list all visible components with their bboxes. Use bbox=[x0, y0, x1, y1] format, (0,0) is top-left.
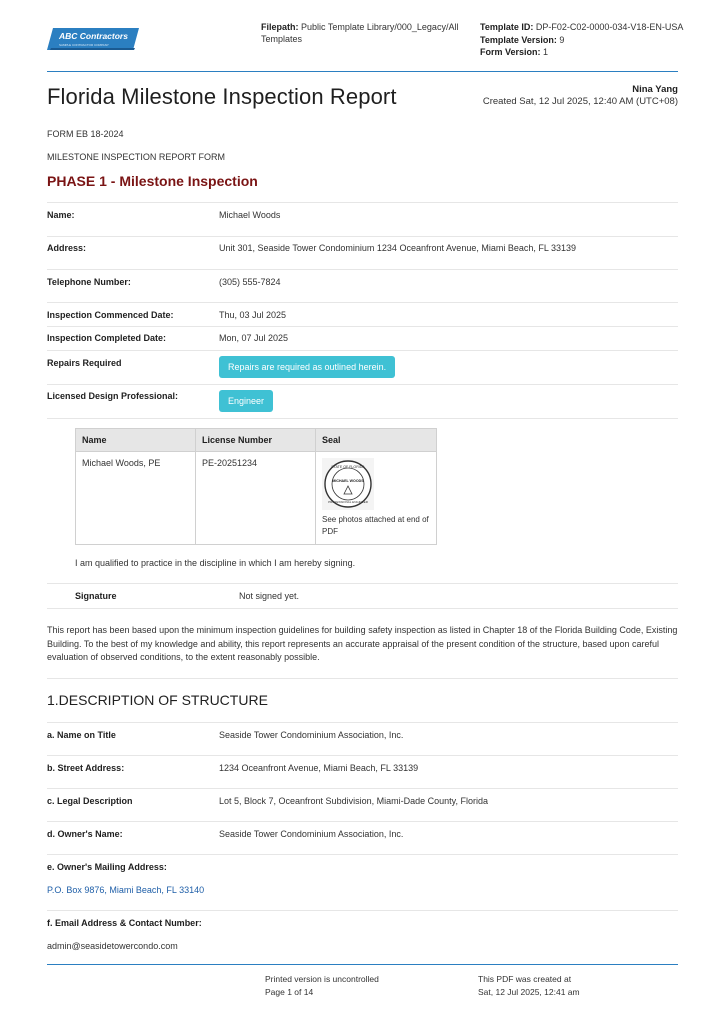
completed-label: Inspection Completed Date: bbox=[47, 333, 167, 343]
engineer-seal-image[interactable] bbox=[322, 458, 374, 510]
logo-text: ABC Contractors bbox=[59, 31, 128, 41]
mailing-address-link[interactable]: P.O. Box 9876, Miami Beach, FL 33140 bbox=[47, 885, 205, 895]
email-label: f. Email Address & Contact Number: bbox=[47, 918, 202, 928]
seal-cell bbox=[316, 452, 437, 545]
license-holder-name: Michael Woods, PE bbox=[76, 452, 196, 545]
email-value: admin@seasidetowercondo.com bbox=[47, 941, 178, 951]
table-header-seal: Seal bbox=[316, 429, 437, 452]
owner-label: d. Owner's Name: bbox=[47, 829, 123, 839]
logo-subtext: SAMPLE CONTRACTOR COMPANY bbox=[59, 43, 109, 47]
seal-text-name: MICHAEL WOODS bbox=[332, 479, 364, 483]
divider bbox=[47, 384, 678, 385]
filepath-label: Filepath: bbox=[261, 22, 299, 32]
title-name-label: a. Name on Title bbox=[47, 730, 116, 740]
phone-value: (305) 555-7824 bbox=[219, 277, 281, 287]
template-version-value: 9 bbox=[559, 34, 565, 45]
company-logo bbox=[47, 26, 139, 52]
commenced-label: Inspection Commenced Date: bbox=[47, 310, 174, 320]
footer-created-value: Sat, 12 Jul 2025, 12:41 am bbox=[478, 986, 580, 997]
section-title: 1.DESCRIPTION OF STRUCTURE bbox=[47, 692, 268, 708]
street-value: 1234 Oceanfront Avenue, Miami Beach, FL 33139 bbox=[219, 763, 419, 773]
address-value: Unit 301, Seaside Tower Condominium 1234 Oceanfront Avenue, Miami Beach, FL 33139 bbox=[219, 243, 577, 253]
ldp-badge: Engineer bbox=[219, 390, 273, 412]
street-label: b. Street Address: bbox=[47, 763, 125, 773]
footer-divider bbox=[47, 964, 678, 965]
divider bbox=[47, 418, 678, 419]
table-header-license: License Number bbox=[196, 429, 316, 452]
name-value: Michael Woods bbox=[219, 210, 281, 220]
repairs-label: Repairs Required bbox=[47, 358, 122, 368]
qualification-statement: I am qualified to practice in the discipline in which I am hereby signing. bbox=[75, 558, 356, 568]
form-name: MILESTONE INSPECTION REPORT FORM bbox=[47, 152, 226, 162]
divider bbox=[47, 788, 678, 789]
phase-title: PHASE 1 - Milestone Inspection bbox=[47, 173, 258, 189]
divider bbox=[47, 755, 678, 756]
table-header-row bbox=[76, 429, 437, 452]
filepath-block bbox=[261, 21, 461, 45]
footer-uncontrolled: Printed version is uncontrolled bbox=[265, 974, 379, 984]
phone-label: Telephone Number: bbox=[47, 277, 131, 287]
disclaimer-paragraph: This report has been based upon the minimum inspection guidelines for building safety inspection as listed in Chapter 18 of the Florida Building Code, Existing Building. To the best of my knowledge and ability, this report represents an accurate appraisal of the present condition of the structure, based upon careful evaluation of observed conditions, to the extent reasonably possible. bbox=[47, 625, 678, 662]
divider bbox=[47, 854, 678, 855]
title-name-value: Seaside Tower Condominium Association, Inc. bbox=[219, 730, 404, 740]
license-table bbox=[75, 428, 437, 545]
form-version-value: 1 bbox=[543, 47, 549, 57]
divider bbox=[47, 202, 678, 203]
template-version-label: Template Version: bbox=[480, 34, 557, 45]
template-meta-block bbox=[480, 21, 690, 59]
template-id-label: Template ID: bbox=[480, 22, 534, 32]
divider bbox=[47, 583, 678, 584]
signature-label: Signature bbox=[75, 591, 117, 601]
ldp-label: Licensed Design Professional: bbox=[47, 391, 179, 401]
footer-created-info bbox=[478, 973, 580, 998]
address-label: Address: bbox=[47, 243, 87, 253]
footer-page-number: Page 1 of 14 bbox=[265, 986, 314, 997]
divider bbox=[47, 910, 678, 911]
table-row bbox=[76, 452, 437, 545]
signature-status: Not signed yet. bbox=[239, 591, 300, 601]
repairs-badge: Repairs are required as outlined herein. bbox=[219, 356, 395, 378]
author-block bbox=[483, 84, 678, 108]
created-timestamp: Created Sat, 12 Jul 2025, 12:40 AM (UTC+08) bbox=[482, 96, 678, 107]
table-header-name: Name bbox=[76, 429, 196, 452]
template-id-value: DP-F02-C02-0000-034-V18-EN-USA bbox=[535, 22, 684, 32]
legal-label: c. Legal Description bbox=[47, 796, 133, 806]
divider bbox=[47, 236, 678, 237]
divider bbox=[47, 821, 678, 822]
legal-value: Lot 5, Block 7, Oceanfront Subdivision, Miami-Dade County, Florida bbox=[219, 796, 488, 806]
completed-value: Mon, 07 Jul 2025 bbox=[219, 333, 289, 343]
divider bbox=[47, 608, 678, 609]
form-code: FORM EB 18-2024 bbox=[47, 129, 124, 139]
header-divider bbox=[47, 71, 678, 72]
page-title: Florida Milestone Inspection Report bbox=[47, 84, 397, 109]
mailing-label: e. Owner's Mailing Address: bbox=[47, 862, 167, 872]
seal-text-top: STATE OF FLORIDA bbox=[331, 465, 365, 469]
divider bbox=[47, 269, 678, 270]
owner-value: Seaside Tower Condominium Association, Inc. bbox=[219, 829, 404, 839]
divider bbox=[47, 350, 678, 351]
form-version-label: Form Version: bbox=[480, 47, 541, 57]
license-number: PE-20251234 bbox=[196, 452, 316, 545]
footer-page-info bbox=[265, 973, 379, 998]
seal-note: See photos attached at end of PDF bbox=[322, 515, 429, 536]
commenced-value: Thu, 03 Jul 2025 bbox=[219, 310, 287, 320]
seal-text-bottom: PROFESSIONAL ENGINEER bbox=[328, 500, 368, 504]
name-label: Name: bbox=[47, 210, 75, 220]
divider bbox=[47, 326, 678, 327]
filepath-value: Public Template Library/000_Legacy/All Templates bbox=[261, 22, 459, 44]
footer-created-label: This PDF was created at bbox=[478, 974, 572, 984]
author-name: Nina Yang bbox=[632, 84, 678, 95]
divider bbox=[47, 302, 678, 303]
divider bbox=[47, 678, 678, 679]
divider bbox=[47, 722, 678, 723]
